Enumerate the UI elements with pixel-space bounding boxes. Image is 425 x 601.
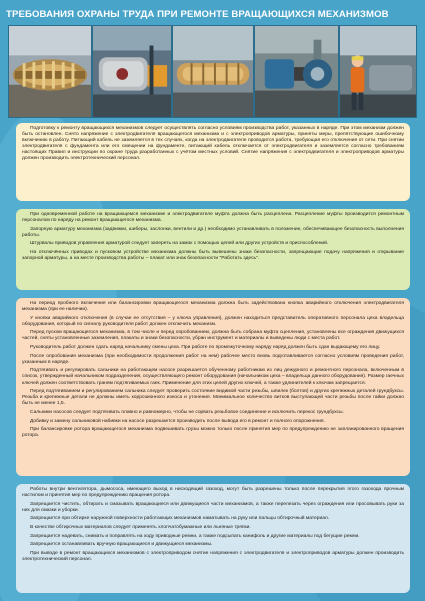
paragraph: На период пробного включения или балансировки вращающегося механизма должна быть задействована кнопка аварийного отключения электродвигателя механизма (при ее наличии). (22, 301, 404, 313)
paragraph: Штурвалы приводов управления арматурой следует запереть на замок с помощью цепей или других устройств и приспособлений. (30, 241, 329, 247)
section-testing-and-seals (16, 298, 410, 476)
paragraph: Подтягивать и регулировать сальники на работающем насосе разрешается обученному работникам из лиц дежурного и ремонтного персонала, включенным в список, утвержденный начальником подразделения, осуществляющего ремонт оборудования (начальником цеха – владельца данного оборудования). Размер гаечных ключей должен соответствовать граням подтягиваемых гаек. Применение для этих целей других ключей, а также удлинителей к ключам запрещается. (22, 368, 404, 386)
paragraph: Подготовку к ремонту вращающихся механизмов следует осуществлять согласно условиям производства работ, указанных в наряде. При этом механизм должен быть остановлен. Снято напряжение с электродвигателя вращающегося механизма и с электроприводов арматуры, приняты меры, препятствующие ошибочному включению в работу. Питающий кабель не заземляется в тех случаях, когда на электродвигателе проводится работа, требующая его отключения от сети. При снятии электродвигателя с фундамента или его смещении на фундаменте, питающий кабель отключается от электродвигателя и заземляется согласно требованиям настоящих Правил и инструкции по охране труда разработанных с учётом местных условий. Снятие напряжения с электродвигателя и электроприводов арматуры должен производить электротехнический персонал. (22, 126, 404, 162)
paragraph: Запорную арматуру механизма (задвижки, шиберы, заслонки, вентили и др.) необходимо устанавливать в положение, обеспечивающее безопасность выполнения работы. (22, 226, 404, 238)
photo-strip (8, 25, 417, 118)
paragraph: Сальники насосов следует подтягивать плавно и равномерно, чтобы не сорвать резьбовое соединение и исключить перекос грундбуксы. (30, 409, 344, 415)
pump-unit-photo (254, 25, 339, 118)
paragraph: Запрещается останавливать вручную вращающиеся и движущиеся механизмы. (30, 542, 213, 548)
paragraph: Перед пуском вращающегося механизма, в том числе и перед опробованием, должна быть собрана муфта сцепления, установлены все ограждения движущихся частей, сняты установленные заземления, плакаты и знаки безопасности, убран инструмент и материалы и выведены люди с места работ. (22, 330, 404, 342)
paragraph: При балансировке ротора вращающегося механизма подвешивать грузы можно только после принятия мер по предупреждению не запланированного вращения ротора. (22, 427, 404, 439)
paragraph: После опробования механизма (при необходимости продолжения работ на нем) рабочее место вновь подготавливается согласно условиям проведения работ, указанным в наряде. (22, 353, 404, 365)
worker-at-machine-photo (339, 25, 417, 118)
paragraph: Работы внутри вентилятора, дымососа, имеющего выход в нисходящий газоход, могут быть разрешены только после перекрытия этого газохода прочным настилом и принятия мер по предупреждению вращения ротора. (22, 487, 404, 499)
turbine-rotor-photo (8, 25, 92, 118)
paragraph: У кнопки аварийного отключения (в случае ее отсутствия – у ключа управления), должен находиться представитель оперативного персонала цеха владельца оборудования, который по сигналу руководителя работ должен отключить механизм. (22, 315, 404, 327)
paragraph: Руководитель работ должен сдать наряд начальнику смены цеха. При работе по промежуточному наряду наряд должен быть сдан выдающему его лицу. (30, 345, 381, 351)
turbine-hall-photo (92, 25, 172, 118)
paragraph: Добивку и замену сальниковой набивки на насосе разрешается производить после вывода его в ремонт и полного опорожнения. (30, 418, 325, 424)
paragraph: Запрещается при обтирке наружной поверхности работающих механизмов наматывать на руку или пальцы обтирочный материал. (30, 516, 330, 522)
section-prohibitions (16, 484, 410, 593)
paragraph: При одновременной работе на вращающемся механизме и электродвигателе муфта должна быть расцеплена. Расцепление муфты производится ремонтным персоналом по наряду на ремонт вращающегося механизма. (22, 212, 404, 224)
paragraph: На отключённых приводах и пусковом устройстве механизма должны быть вывешены знаки безопасности, запрещающие подачу напряжения и открывание запорной арматуры, а на месте производства работы – плакат или знак безопасности "Работать здесь". (22, 249, 404, 262)
paragraph: При выводе в ремонт вращающихся механизмов с электроприводом снятие напряжения с электродвигателя и электроприводов арматуры должен производить электротехнический персонал. (22, 550, 404, 562)
generator-rotor-photo (172, 25, 254, 118)
paragraph: Запрещается надевать, снимать и поправлять на ходу приводные ремни, а также подсыпать канифоль и другие материалы под бегущие ремни. (30, 533, 360, 539)
section-coupling-and-valves (16, 209, 410, 290)
paragraph: Перед подтягиванием и регулированием сальника следует проверить состояние видимой части резьбы, шпилек (болтов) и других крепежных деталей грундбуксы. Резьба и крепежные детали не должны иметь коррозионного износа и утонения. Минимальное количество витков выступающей части резьбы после гайки должно быть не менее 1,5. (22, 389, 404, 407)
paragraph: Запрещается чистить, обтирать и смазывать вращающиеся или движущиеся части механизмов, а также перелезать через ограждения или просовывать руки за них для смазки и уборки. (22, 501, 404, 513)
section-preparation (16, 123, 410, 201)
poster-title: ТРЕБОВАНИЯ ОХРАНЫ ТРУДА ПРИ РЕМОНТЕ ВРАЩАЮЩИХСЯ МЕХАНИЗМОВ (6, 9, 389, 20)
paragraph: В качестве обтирочных материалов следует применять хлопчатобумажные или льняные тряпки. (30, 524, 251, 530)
